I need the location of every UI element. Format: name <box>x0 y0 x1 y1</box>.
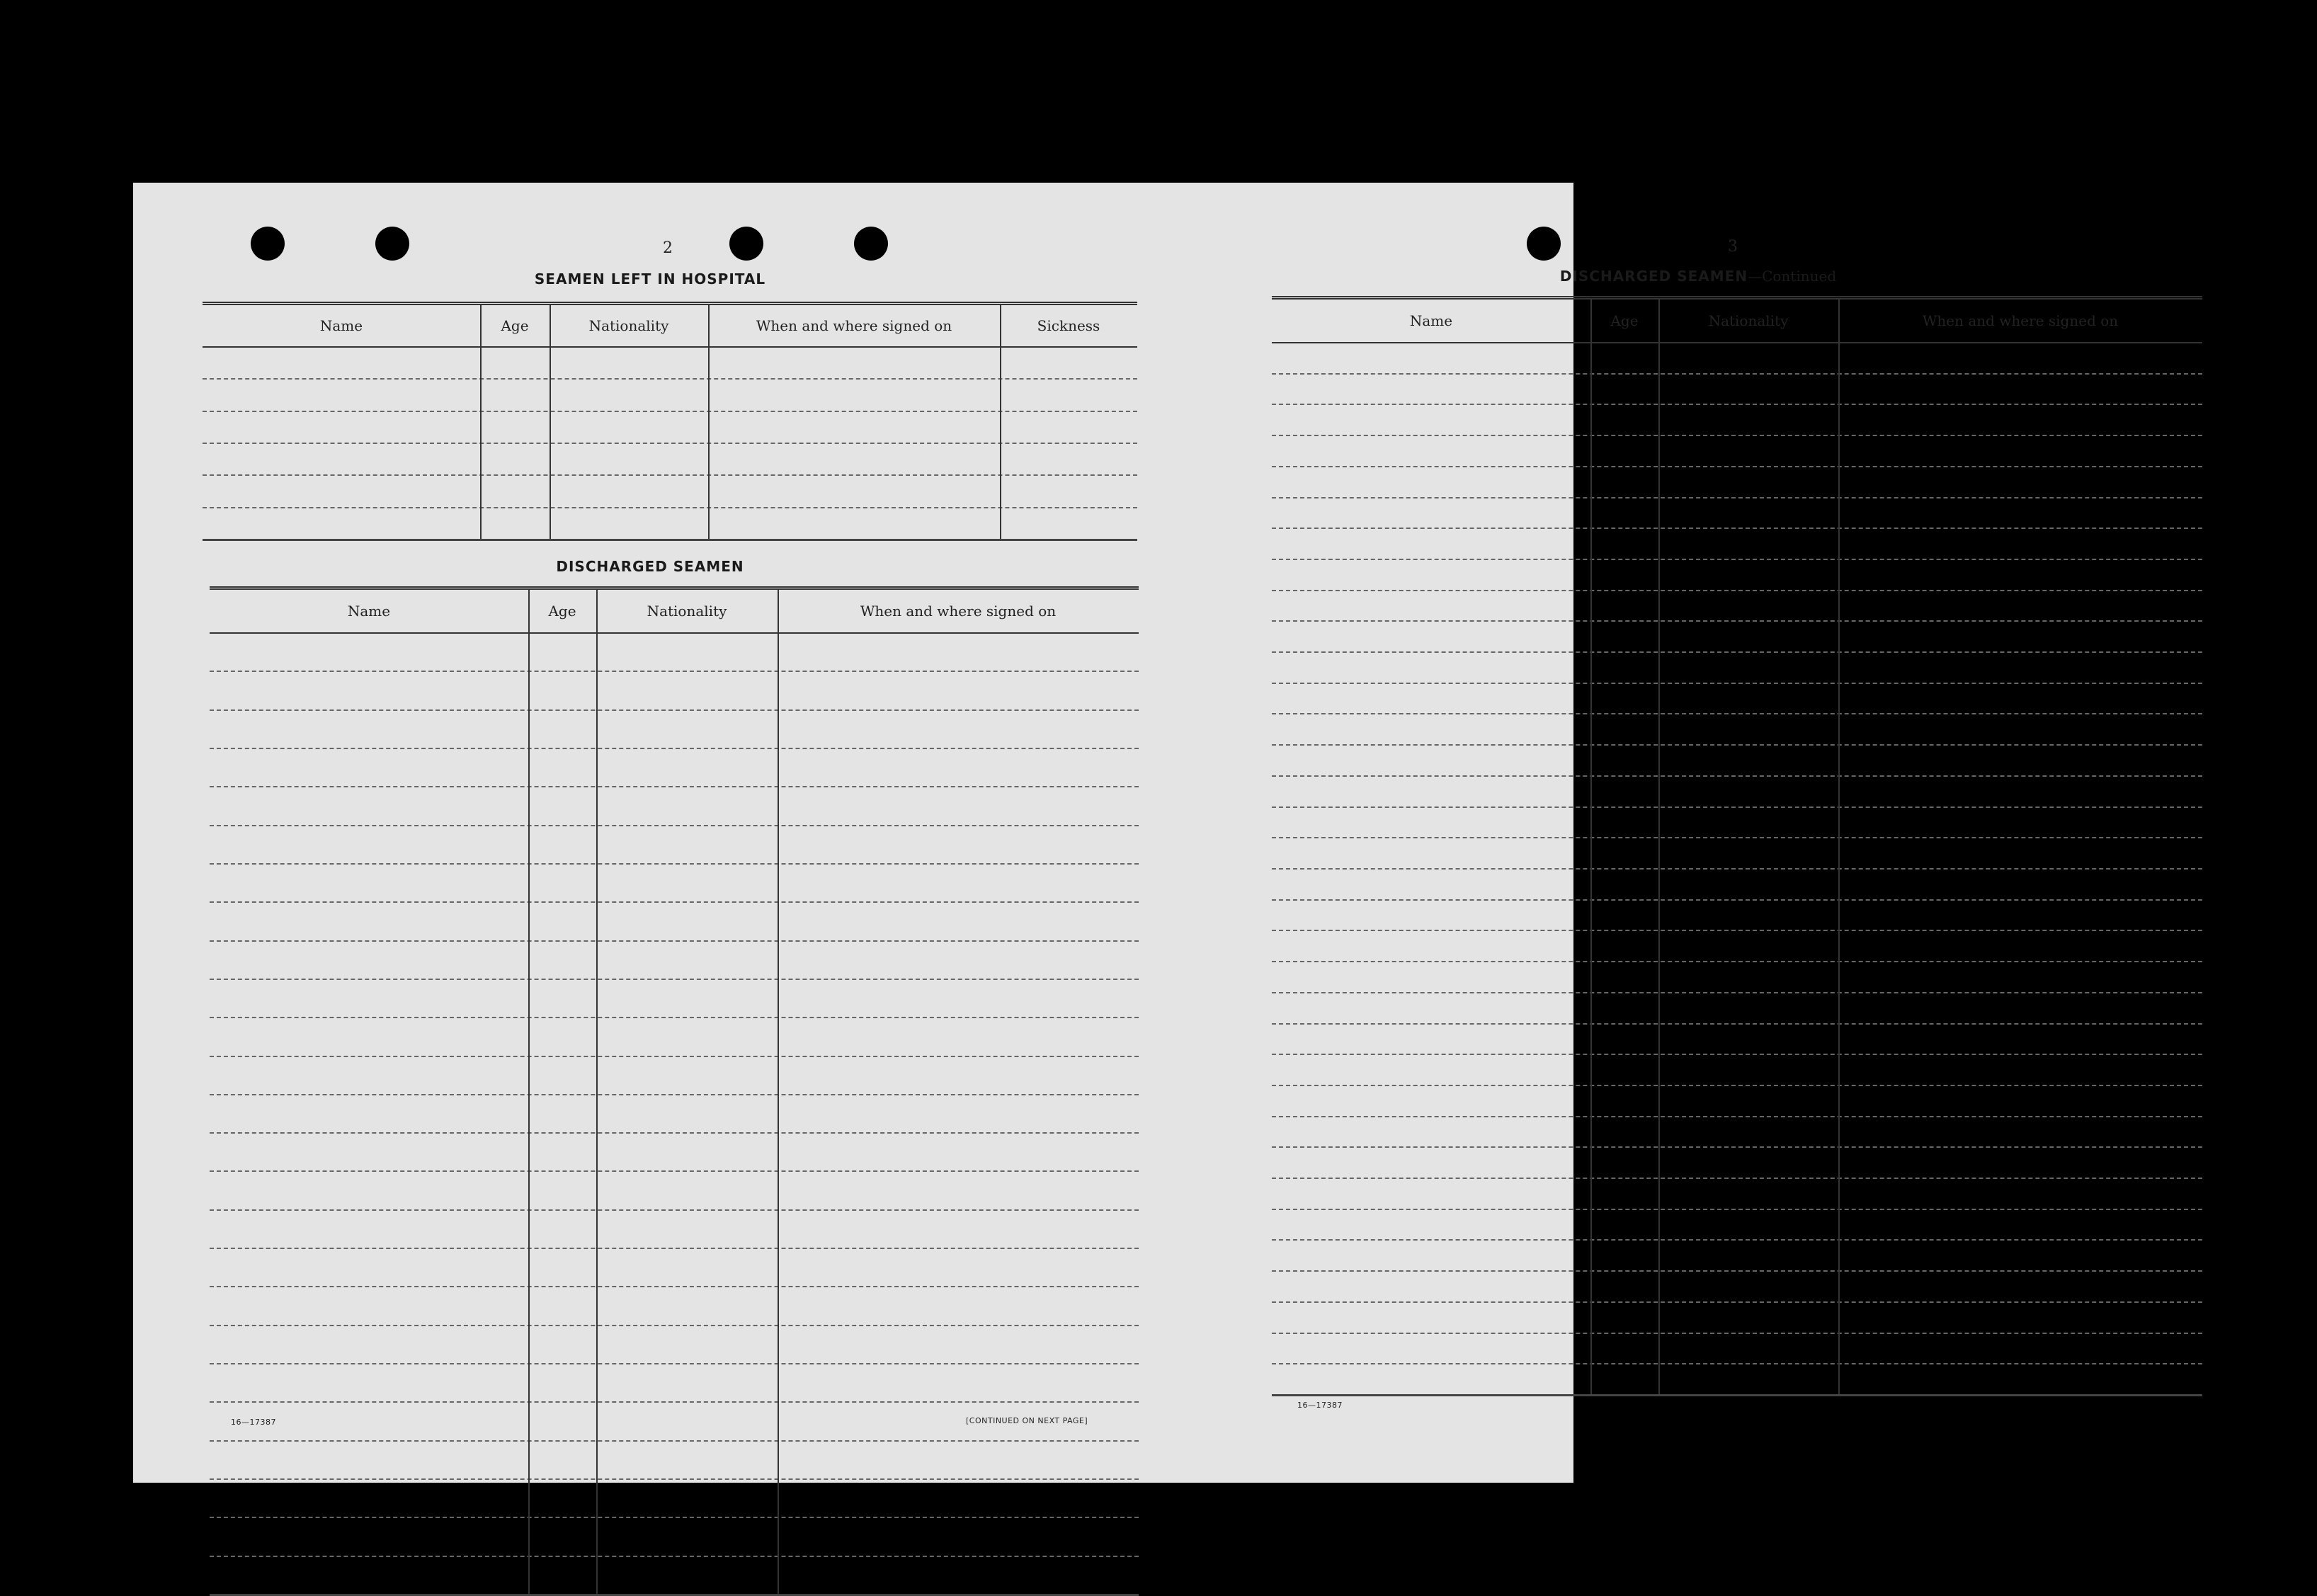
table-row <box>203 378 1137 380</box>
table-row <box>210 1132 1139 1134</box>
table-row <box>210 825 1139 826</box>
table-row <box>1272 1301 2202 1303</box>
table-row <box>210 901 1139 903</box>
column-header: Age <box>1610 312 1639 329</box>
table-row <box>210 1478 1139 1480</box>
table-row <box>1272 1239 2202 1241</box>
table-row <box>1272 1085 2202 1086</box>
column-divider <box>550 305 551 539</box>
table-row <box>1272 930 2202 931</box>
column-divider <box>1838 300 1840 1394</box>
punch-hole <box>251 227 285 261</box>
table-row <box>1272 559 2202 560</box>
table-row <box>1272 713 2202 714</box>
column-divider <box>1658 300 1660 1394</box>
table-row <box>210 748 1139 749</box>
page-number-right: 3 <box>1728 238 1738 256</box>
table-row <box>210 863 1139 865</box>
table-row <box>210 1325 1139 1326</box>
column-divider <box>778 590 779 1594</box>
discharged-continued-title-main: DISCHARGED SEAMEN <box>1559 268 1748 285</box>
punch-hole <box>1527 227 1561 261</box>
table-row <box>210 1170 1139 1172</box>
table-header <box>203 305 1137 348</box>
column-divider <box>708 305 710 539</box>
table-row <box>210 1286 1139 1287</box>
table-row <box>1272 1023 2202 1025</box>
column-divider <box>528 590 530 1594</box>
table-row <box>1272 683 2202 684</box>
table-row <box>203 474 1137 476</box>
table-row <box>210 1017 1139 1018</box>
table-row <box>1272 1270 2202 1272</box>
table-body <box>203 346 1137 539</box>
table-row <box>210 1094 1139 1095</box>
table-row <box>203 507 1137 508</box>
table-row <box>210 1248 1139 1249</box>
discharged-table <box>210 586 1139 1596</box>
table-row <box>210 979 1139 980</box>
table-row <box>1272 651 2202 653</box>
table-row <box>1272 373 2202 375</box>
table-row <box>1272 1178 2202 1179</box>
form-number-right: 16—17387 <box>1297 1401 1343 1410</box>
table-row <box>1272 435 2202 436</box>
continued-note: [CONTINUED ON NEXT PAGE] <box>966 1416 1088 1425</box>
table-row <box>1272 528 2202 529</box>
table-row <box>1272 744 2202 746</box>
column-header: Nationality <box>1708 312 1789 329</box>
column-header: Nationality <box>647 603 727 620</box>
column-header: Age <box>501 317 529 334</box>
table-body <box>210 632 1139 1594</box>
continued-suffix: —Continued <box>1748 268 1837 285</box>
punch-hole <box>729 227 763 261</box>
table-row <box>210 940 1139 942</box>
column-divider <box>480 305 482 539</box>
column-header: Name <box>319 317 363 334</box>
column-header: Name <box>1409 312 1453 329</box>
punch-hole <box>375 227 409 261</box>
table-row <box>1272 1054 2202 1055</box>
punch-hole <box>2116 227 2150 261</box>
table-row <box>1272 899 2202 901</box>
column-header: When and where signed on <box>860 603 1057 620</box>
table-row <box>1272 404 2202 405</box>
page-number-left: 2 <box>663 239 673 257</box>
discharged-continued-table <box>1272 296 2202 1396</box>
table-header <box>1272 300 2202 343</box>
hospital-table <box>203 302 1137 541</box>
table-header <box>210 590 1139 634</box>
column-header: Nationality <box>588 317 669 334</box>
form-sheet <box>133 183 2119 1483</box>
table-row <box>203 443 1137 444</box>
table-row <box>1272 466 2202 467</box>
table-row <box>210 786 1139 787</box>
column-divider <box>596 590 598 1594</box>
discharged-continued-title <box>1486 268 1911 285</box>
table-row <box>1272 775 2202 777</box>
hospital-section-title: SEAMEN LEFT IN HOSPITAL <box>534 270 766 287</box>
punch-hole <box>1646 227 1680 261</box>
table-row <box>210 1056 1139 1057</box>
table-row <box>210 671 1139 672</box>
discharged-section-title: DISCHARGED SEAMEN <box>556 558 744 575</box>
column-header: Sickness <box>1037 317 1100 334</box>
table-row <box>210 1209 1139 1211</box>
column-header: Age <box>548 603 576 620</box>
table-row <box>1272 620 2202 622</box>
table-row <box>210 709 1139 711</box>
table-row <box>1272 497 2202 498</box>
table-row <box>1272 992 2202 993</box>
table-row <box>1272 868 2202 870</box>
table-row <box>1272 1333 2202 1334</box>
table-row <box>210 1556 1139 1557</box>
table-row <box>1272 837 2202 838</box>
table-row <box>1272 1209 2202 1210</box>
table-row <box>203 411 1137 412</box>
table-row <box>1272 961 2202 962</box>
form-number-left: 16—17387 <box>231 1418 276 1427</box>
table-row <box>1272 590 2202 591</box>
table-row <box>210 1401 1139 1403</box>
table-row <box>1272 1146 2202 1148</box>
table-row <box>1272 806 2202 808</box>
table-body <box>1272 342 2202 1394</box>
column-header: When and where signed on <box>756 317 952 334</box>
table-row <box>210 1517 1139 1518</box>
column-divider <box>1590 300 1592 1394</box>
column-divider <box>1000 305 1001 539</box>
table-row <box>1272 1116 2202 1117</box>
column-header: When and where signed on <box>1922 312 2119 329</box>
table-row <box>1272 1363 2202 1364</box>
column-header: Name <box>347 603 391 620</box>
table-row <box>210 1363 1139 1364</box>
punch-hole <box>1996 227 2029 261</box>
punch-hole <box>854 227 888 261</box>
table-row <box>210 1440 1139 1442</box>
